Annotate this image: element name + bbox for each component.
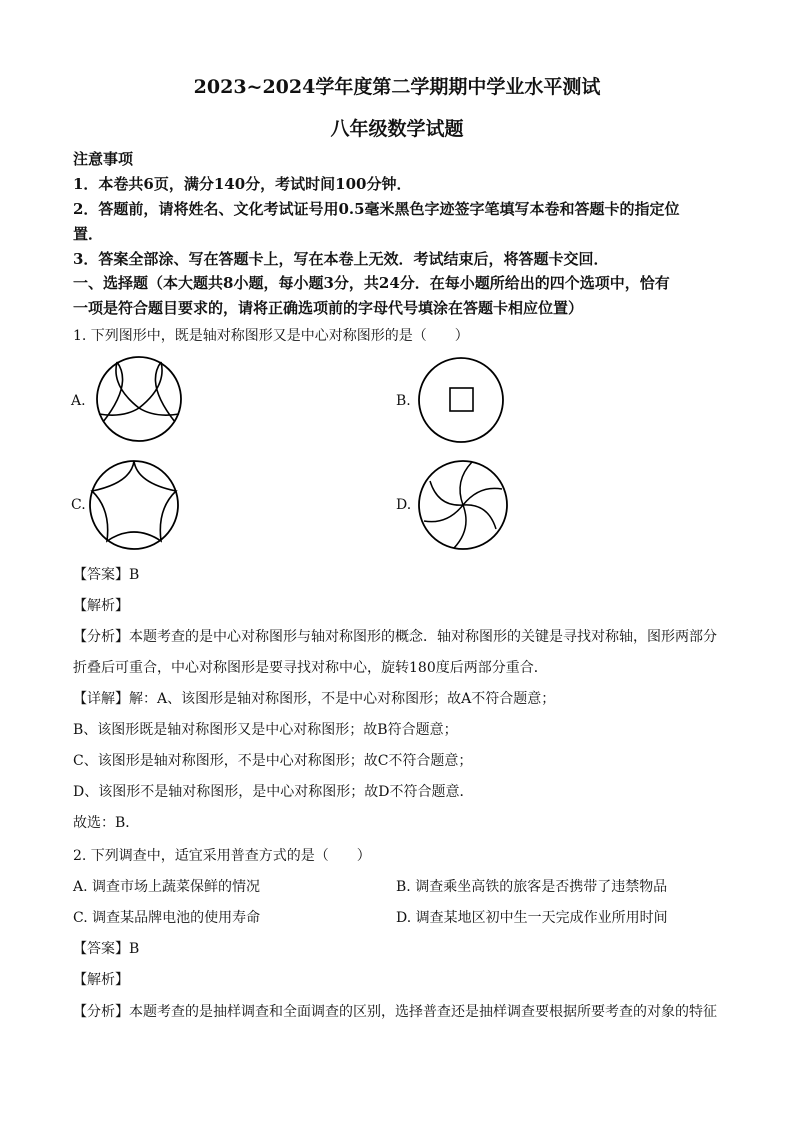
q1-option-d-label: D.: [396, 497, 412, 513]
q1-option-c-label: C.: [71, 497, 86, 513]
exam-subtitle: 八年级数学试题: [330, 118, 464, 140]
q2-option-c: C. 调查某品牌电池的使用寿命: [73, 910, 261, 926]
q2-option-d: D. 调查某地区初中生一天完成作业所用时间: [396, 910, 668, 926]
q2-answer: 【答案】B: [73, 941, 140, 957]
notice-item-2: 2．答题前，请将姓名、文化考试证号用0.5毫米黑色字迹签字笔填写本卷和答题卡的指定位: [73, 200, 680, 218]
q2-analysis-tag: 【解析】: [73, 972, 129, 988]
exam-title: 2023~2024学年度第二学期期中学业水平测试: [193, 76, 601, 98]
q2-stem: 2. 下列调查中，适宜采用普查方式的是（ ）: [73, 848, 371, 864]
q1-detail-line: 【详解】解：A、该图形是轴对称图形，不是中心对称图形；故A不符合题意；: [73, 691, 556, 707]
q1-analysis-line: 【分析】本题考查的是中心对称图形与轴对称图形的概念．轴对称图形的关键是寻找对称轴，图形两部分: [73, 629, 717, 645]
q1-analysis-line: 折叠后可重合，中心对称图形是要寻找对称中心，旋转180度后两部分重合．: [73, 660, 548, 676]
q1-figure-d: [416, 459, 510, 551]
q1-answer: 【答案】B: [73, 567, 140, 583]
q1-figure-a: [93, 356, 185, 442]
section-heading-line-2: 一项是符合题目要求的，请将正确选项前的字母代号填涂在答题卡相应位置）: [73, 299, 584, 317]
notice-item-2-cont: 置．: [73, 225, 104, 243]
q1-analysis-tag: 【解析】: [73, 598, 129, 614]
q1-stem: 1. 下列图形中，既是轴对称图形又是中心对称图形的是（ ）: [73, 328, 469, 344]
q1-detail-line: B、该图形既是轴对称图形又是中心对称图形；故B符合题意；: [73, 722, 458, 738]
section-heading-line-1: 一、选择题（本大题共8小题，每小题3分，共24分．在每小题所给出的四个选项中，恰有: [73, 274, 670, 292]
q1-detail-line: C、该图形是轴对称图形，不是中心对称图形；故C不符合题意；: [73, 753, 473, 769]
q2-option-b: B. 调查乘坐高铁的旅客是否携带了违禁物品: [396, 879, 668, 895]
notice-item-1: 1．本卷共6页，满分140分，考试时间100分钟．: [73, 175, 412, 193]
q1-conclusion: 故选：B．: [73, 815, 140, 831]
q1-figure-c: [87, 459, 181, 551]
q1-figure-b: [416, 357, 506, 443]
q2-option-a: A. 调查市场上蔬菜保鲜的情况: [73, 879, 261, 895]
notice-heading: 注意事项: [73, 150, 134, 168]
q2-analysis-line: 【分析】本题考查的是抽样调查和全面调查的区别，选择普查还是抽样调查要根据所要考查的对象的特征: [73, 1004, 717, 1020]
q1-detail-line: D、该图形不是轴对称图形，是中心对称图形；故D不符合题意．: [73, 784, 474, 800]
q1-option-a-label: A.: [71, 393, 86, 409]
q1-option-b-label: B.: [396, 393, 411, 409]
notice-item-3: 3．答案全部涂、写在答题卡上，写在本卷上无效．考试结束后，将答题卡交回．: [73, 250, 609, 268]
